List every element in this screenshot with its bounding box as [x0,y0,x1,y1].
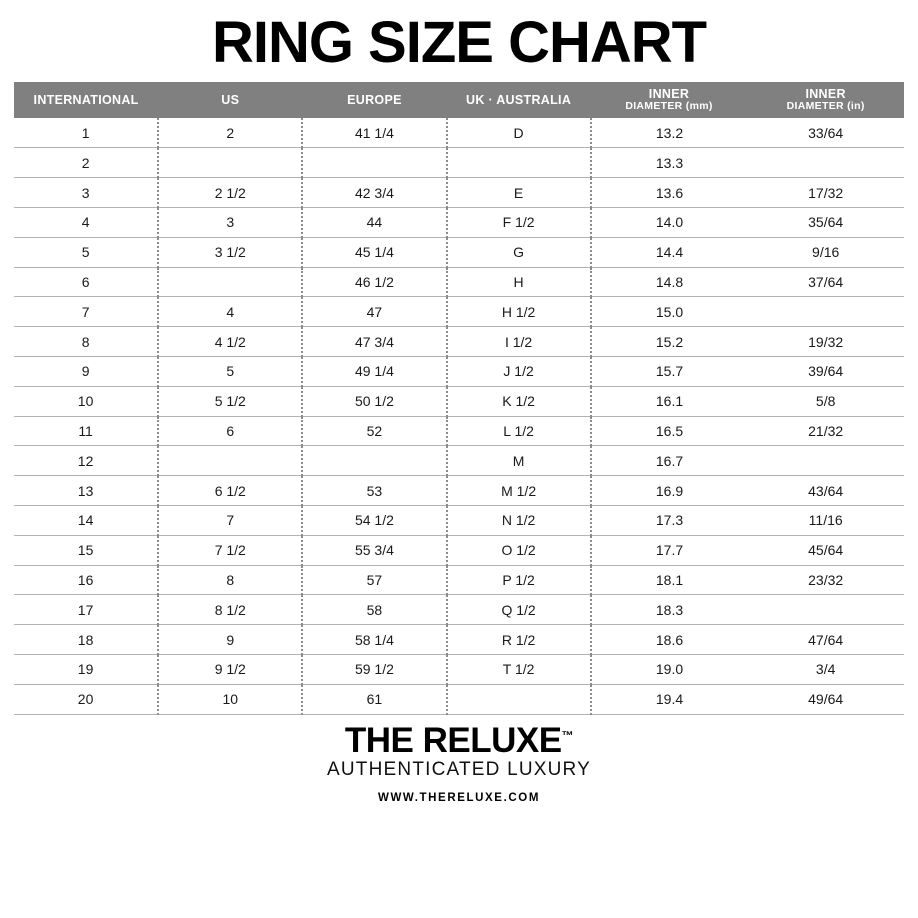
cell-inner-diameter-mm: 16.9 [591,476,748,506]
cell-inner-diameter-in: 39/64 [747,357,904,387]
cell-international: 18 [14,625,158,655]
brand-text: THE RELUXE [344,720,562,760]
cell-international: 16 [14,565,158,595]
column-header-label: INNER [805,87,846,101]
cell-europe: 59 1/2 [302,654,446,684]
table-row [14,535,904,565]
column-header-sublabel: DIAMETER (mm) [625,100,713,113]
cell-international: 15 [14,535,158,565]
cell-inner-diameter-in: 5/8 [747,386,904,416]
cell-europe: 61 [302,684,446,714]
cell-us: 8 [158,565,302,595]
brand-name [344,720,574,760]
cell-international: 1 [14,118,158,148]
cell-inner-diameter-mm: 18.6 [591,625,748,655]
column-header-inner-diameter-mm [591,82,748,118]
table-row [14,267,904,297]
cell-uk-australia: K 1/2 [447,386,591,416]
cell-us: 5 1/2 [158,386,302,416]
cell-international: 5 [14,237,158,267]
cell-inner-diameter-mm: 13.2 [591,118,748,148]
cell-europe: 45 1/4 [302,237,446,267]
cell-inner-diameter-mm: 15.7 [591,357,748,387]
column-header-label: INTERNATIONAL [33,92,139,107]
cell-inner-diameter-mm: 19.4 [591,684,748,714]
cell-uk-australia: J 1/2 [447,357,591,387]
trademark-symbol: ™ [561,727,574,742]
cell-us: 7 [158,506,302,536]
cell-international: 3 [14,178,158,208]
cell-uk-australia: D [447,118,591,148]
cell-europe: 58 1/4 [302,625,446,655]
cell-international: 20 [14,684,158,714]
cell-inner-diameter-in: 9/16 [747,237,904,267]
table-header-row [14,82,904,118]
cell-international: 6 [14,267,158,297]
cell-international: 17 [14,595,158,625]
cell-international: 8 [14,327,158,357]
cell-inner-diameter-in [747,148,904,178]
cell-uk-australia: M [447,446,591,476]
cell-inner-diameter-in: 11/16 [747,506,904,536]
cell-international: 11 [14,416,158,446]
cell-inner-diameter-mm: 17.3 [591,506,748,536]
cell-europe: 42 3/4 [302,178,446,208]
table-row [14,416,904,446]
cell-international: 7 [14,297,158,327]
cell-us: 2 1/2 [158,178,302,208]
table-row [14,327,904,357]
cell-international: 2 [14,148,158,178]
column-header-label: UK · AUSTRALIA [466,92,572,107]
cell-inner-diameter-mm: 13.3 [591,148,748,178]
cell-inner-diameter-in: 49/64 [747,684,904,714]
cell-international: 14 [14,506,158,536]
cell-inner-diameter-mm: 15.0 [591,297,748,327]
table-row [14,178,904,208]
cell-us: 3 1/2 [158,237,302,267]
cell-uk-australia: M 1/2 [447,476,591,506]
cell-inner-diameter-in: 23/32 [747,565,904,595]
cell-uk-australia: H [447,267,591,297]
cell-us: 7 1/2 [158,535,302,565]
cell-us: 6 1/2 [158,476,302,506]
cell-uk-australia: E [447,178,591,208]
cell-us [158,446,302,476]
cell-europe: 41 1/4 [302,118,446,148]
cell-uk-australia: F 1/2 [447,208,591,238]
cell-us: 5 [158,357,302,387]
cell-inner-diameter-mm: 17.7 [591,535,748,565]
cell-europe: 58 [302,595,446,625]
cell-international: 13 [14,476,158,506]
cell-us: 2 [158,118,302,148]
column-header-label: INNER [648,87,690,101]
cell-us: 9 1/2 [158,654,302,684]
cell-uk-australia: G [447,237,591,267]
cell-inner-diameter-in: 3/4 [747,654,904,684]
cell-europe [302,148,446,178]
cell-us: 8 1/2 [158,595,302,625]
cell-inner-diameter-mm: 18.3 [591,595,748,625]
table-row [14,118,904,148]
cell-europe: 57 [302,565,446,595]
cell-europe [302,446,446,476]
table-row [14,237,904,267]
table-row [14,654,904,684]
column-header-label: EUROPE [347,92,402,107]
cell-uk-australia: P 1/2 [447,565,591,595]
table-row [14,506,904,536]
table-row [14,684,904,714]
cell-inner-diameter-in [747,446,904,476]
column-header-label: US [221,92,240,107]
cell-europe: 47 3/4 [302,327,446,357]
cell-uk-australia: I 1/2 [447,327,591,357]
cell-europe: 44 [302,208,446,238]
table-row [14,386,904,416]
cell-us: 4 1/2 [158,327,302,357]
cell-uk-australia: Q 1/2 [447,595,591,625]
cell-inner-diameter-mm: 16.5 [591,416,748,446]
cell-inner-diameter-mm: 13.6 [591,178,748,208]
column-header-sublabel: DIAMETER (in) [786,100,865,113]
cell-uk-australia: H 1/2 [447,297,591,327]
brand-tagline: AUTHENTICATED LUXURY [327,758,591,780]
cell-us: 3 [158,208,302,238]
footer [0,720,918,804]
cell-inner-diameter-mm: 14.4 [591,237,748,267]
cell-inner-diameter-in: 17/32 [747,178,904,208]
cell-inner-diameter-in: 33/64 [747,118,904,148]
cell-international: 10 [14,386,158,416]
cell-europe: 50 1/2 [302,386,446,416]
cell-europe: 53 [302,476,446,506]
cell-inner-diameter-mm: 16.1 [591,386,748,416]
ring-size-table [14,82,904,715]
cell-europe: 54 1/2 [302,506,446,536]
cell-inner-diameter-mm: 14.8 [591,267,748,297]
cell-inner-diameter-mm: 14.0 [591,208,748,238]
cell-us [158,267,302,297]
column-header-uk-australia [447,82,591,118]
column-header-us [158,82,302,118]
cell-uk-australia: T 1/2 [447,654,591,684]
cell-inner-diameter-in: 35/64 [747,208,904,238]
website-url[interactable]: WWW.THERELUXE.COM [378,791,540,804]
cell-international: 19 [14,654,158,684]
column-header-international [14,82,158,118]
cell-uk-australia [447,148,591,178]
cell-inner-diameter-mm: 18.1 [591,565,748,595]
cell-inner-diameter-in: 19/32 [747,327,904,357]
cell-europe: 55 3/4 [302,535,446,565]
table-header [14,82,904,118]
table-row [14,476,904,506]
cell-inner-diameter-in: 45/64 [747,535,904,565]
table-row [14,148,904,178]
cell-us: 4 [158,297,302,327]
cell-europe: 47 [302,297,446,327]
table-row [14,357,904,387]
cell-inner-diameter-mm: 15.2 [591,327,748,357]
cell-us: 9 [158,625,302,655]
cell-inner-diameter-in: 37/64 [747,267,904,297]
page-title: RING SIZE CHART [211,10,707,75]
cell-inner-diameter-in: 43/64 [747,476,904,506]
table-row [14,208,904,238]
cell-europe: 52 [302,416,446,446]
cell-inner-diameter-mm: 16.7 [591,446,748,476]
column-header-europe [302,82,446,118]
table-row [14,297,904,327]
column-header-inner-diameter-in [747,82,904,118]
cell-us [158,148,302,178]
cell-uk-australia: O 1/2 [447,535,591,565]
cell-uk-australia: N 1/2 [447,506,591,536]
cell-europe: 49 1/4 [302,357,446,387]
cell-uk-australia: L 1/2 [447,416,591,446]
cell-us: 6 [158,416,302,446]
table-row [14,595,904,625]
cell-inner-diameter-in [747,297,904,327]
table-row [14,446,904,476]
cell-inner-diameter-in: 21/32 [747,416,904,446]
cell-us: 10 [158,684,302,714]
cell-inner-diameter-in [747,595,904,625]
cell-uk-australia: R 1/2 [447,625,591,655]
cell-europe: 46 1/2 [302,267,446,297]
cell-international: 9 [14,357,158,387]
table-body [14,118,904,714]
cell-inner-diameter-in: 47/64 [747,625,904,655]
cell-inner-diameter-mm: 19.0 [591,654,748,684]
cell-international: 4 [14,208,158,238]
cell-uk-australia [447,684,591,714]
cell-international: 12 [14,446,158,476]
table-row [14,565,904,595]
table-row [14,625,904,655]
